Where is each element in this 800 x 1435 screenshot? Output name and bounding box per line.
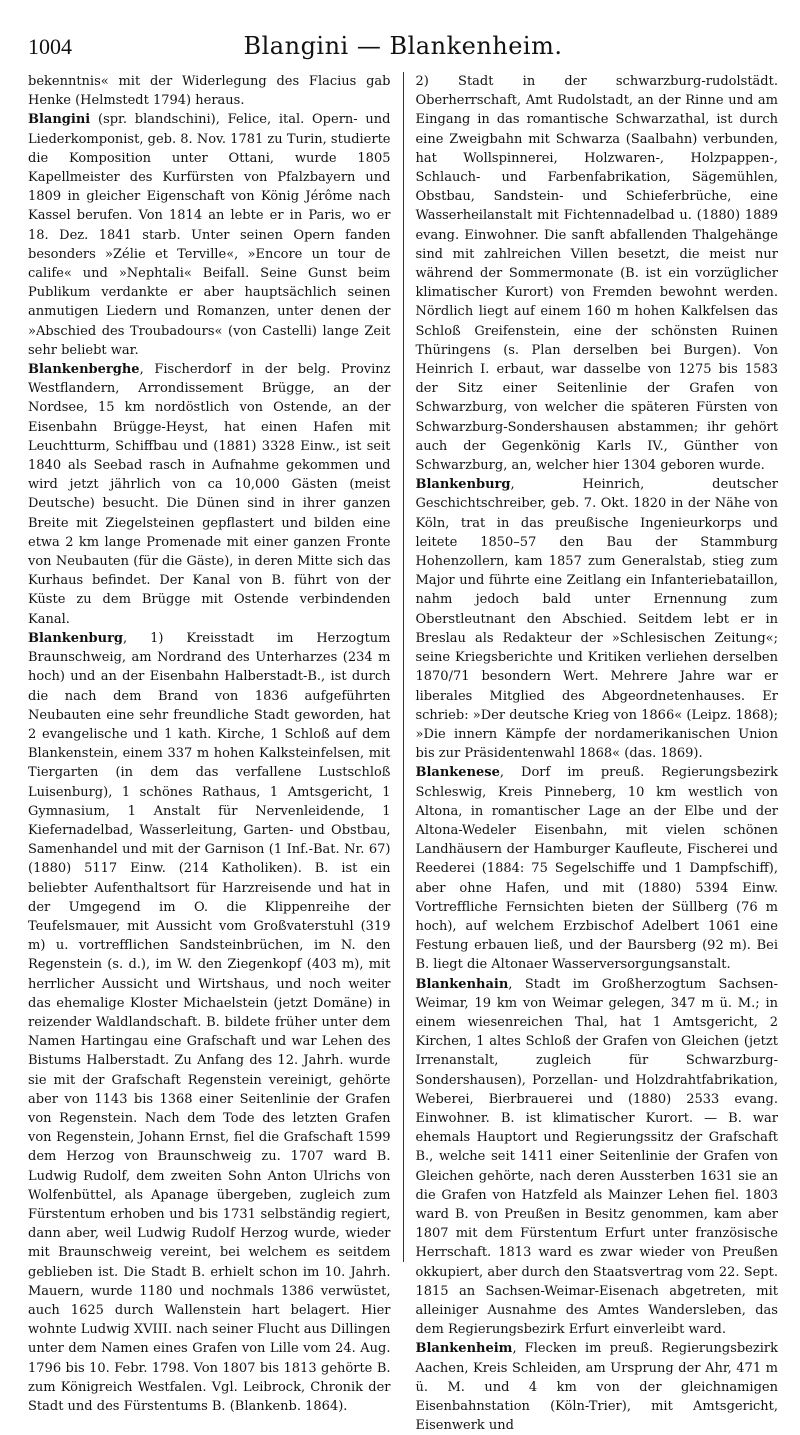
entry-text: , Fischerdorf in der belg. Provinz Westflandern, Arrondissement Brügge, an der Nordsee, 15 km nordöstlich von Ostende, an der Eisenbahn Brügge-Heyst, hat einen Hafen mit Leuchtturm, Schiffbau und (1881) 3328 Einw., ist seit 1840 als Seebad rasch in Aufnahme gekommen und wird jetzt jährlich von ca 10,000 Gästen (meist Deutsche) besucht. Die Dünen sind in ihrer ganzen Breite mit Ziegelsteinen gepflastert und bilden eine etwa 2 km lange Promenade mit einer ganzen Fronte von Neubauten (für die Gäste), in deren Mitte sich das Kurhaus befindet. Der Kanal von B. führt von der Küste zu dem Brügge mit Ostende verbindenden Kanal.: [28, 362, 391, 627]
running-title: Blangini — Blankenheim.: [243, 32, 563, 60]
right-column: [407, 72, 778, 1434]
entry-headword: Blankenhain: [415, 976, 509, 992]
entry-headword: Blankenburg: [415, 477, 511, 493]
entry-text: , Dorf im preuß. Regierungsbezirk Schleswig, Kreis Pinneberg, 10 km westlich von Altona, in romantischer Lage an der Elbe und der Altona-Wedeler Eisenbahn, mit vielen schönen Landhäusern der Hamburger Kaufleute, Fischerei und Reederei (1884: 75 Segelschiffe und 1 Dampfschiff), aber ohne Hafen, und mit (1880) 5394 Einw. Vortreffliche Fernsichten bieten der Süllberg (76 m hoch), auf welchem Erzbischof Adelbert 1061 eine Festung erbauen ließ, und der Baursberg (92 m). Bei B. liegt die Altonaer Wasserversorgungsanstalt.: [415, 765, 778, 973]
entry-text: , Stadt im Großherzogtum Sachsen-Weimar, 19 km von Weimar gelegen, 347 m ü. M.; in einem wiesenreichen Thal, hat 1 Amtsgericht, 2 Kirchen, 1 altes Schloß der Grafen von Gleichen (jetzt Irrenanstalt, zugleich für Schwarzburg-Sondershausen), Porzellan- und Holzdrahtfabrikation, Weberei, Bierbrauerei und (1880) 2533 evang. Einwohner. B. ist klimatischer Kurort. — B. war ehemals Hauptort und Regierungssitz der Grafschaft B., welche seit 1411 einer Seitenlinie der Grafen von Gleichen gehörte, nach deren Aussterben 1631 sie an die Grafen von Hatzfeld als Mainzer Lehen fiel. 1803 ward B. von Preußen in Besitz genommen, kam aber 1807 mit dem Fürstentum Erfurt unter französische Herrschaft. 1813 ward es zwar wieder von Preußen okkupiert, aber durch den Staatsvertrag vom 22. Sept. 1815 an Sachsen-Weimar-Eisenach abgetreten, mit alleiniger Ausnahme des Amtes Wandersleben, das dem Regierungsbezirk Erfurt einverleibt ward.: [415, 976, 778, 1338]
entry-text: 2) Stadt in der schwarzburg-rudolstädt. Oberherrschaft, Amt Rudolstadt, an der Rinne und am Eingang in das romantische Schwarzathal, ist durch eine Zweigbahn mit Schwarza (Saalbahn) verbunden, hat Wollspinnerei, Holzwaren-, Holzpappen-, Schlauch- und Farbenfabrikation, Sägemühlen, Obstbau, Sandstein- und Schieferbrüche, eine Wasserheilanstalt mit Fichtennadelbad u. (1880) 1889 evang. Einwohner. Die sanft abfallenden Thalgehänge sind mit zahlreichen Villen besetzt, die meist nur während der Sommermonate (B. ist ein vorzüglicher klimatischer Kurort) von Fremden bewohnt werden. Nördlich liegt auf einem 160 m hohen Kalkfelsen das Schloß Greifenstein, eine der schönsten Ruinen Thüringens (s. Plan derselben bei Burgen). Von Heinrich I. erbaut, war dasselbe von 1275 bis 1583 der Sitz einer Seitenlinie der Grafen von Schwarzburg, von welcher die späteren Fürsten von Schwarzburg-Sondershausen abstammen; ihr gehört auch der Gegenkönig Karls IV., Günther von Schwarzburg, an, welcher hier 1304 geboren wurde.: [415, 74, 778, 474]
left-column: [28, 72, 399, 1415]
entry-headword: Blankenburg: [28, 630, 124, 646]
page-number: 1004: [28, 34, 72, 59]
entry-text: bekenntnis« mit der Widerlegung des Flacius gab Henke (Helmstedt 1794) heraus.: [28, 74, 391, 109]
entry-text: (spr. blandschini), Felice, ital. Opern- und Liederkomponist, geb. 8. Nov. 1781 zu Turin, studierte die Komposition unter Ottani, wurde 1805 Kapellmeister des Kurfürsten von Pfalzbayern und 1809 in gleicher Eigenschaft von König Jérôme nach Kassel berufen. Von 1814 an lebte er in Paris, wo er 18. Dez. 1841 starb. Unter seinen Opern fanden besonders »Zélie et Terville«, »Encore un tour de calife« und »Nephtali« Beifall. Seine Gunst beim Publikum verdankte er aber hauptsächlich seinen anmutigen Liedern und Romanzen, unter denen der »Abschied des Troubadours« (von Castelli) lange Zeit sehr beliebt war.: [28, 112, 391, 358]
entry-paragraph: [28, 110, 391, 360]
entry-headword: Blankenese: [415, 765, 500, 781]
column-divider: [403, 72, 404, 1262]
entry-headword: Blangini: [28, 112, 91, 128]
text-columns: [28, 72, 778, 1434]
entry-paragraph: [415, 975, 778, 1340]
entry-paragraph: [28, 360, 391, 629]
entry-text: , Heinrich, deutscher Geschichtschreiber, geb. 7. Okt. 1820 in der Nähe von Köln, trat in das preußische Ingenieurkorps und leitete 1850–57 den Bau der Stammburg Hohenzollern, kam 1857 zum Generalstab, stieg zum Major und führte eine Zeitlang ein Infanteriebataillon, nahm jedoch bald unter Ernennung zum Oberstleutnant den Abschied. Seitdem lebt er in Breslau als Redakteur der »Schlesischen Zeitung«; seine Kriegsberichte und Kritiken verliehen derselben 1870/71 besondern Wert. Mehrere Jahre war er liberales Mitglied des Abgeordnetenhauses. Er schrieb: »Der deutsche Krieg von 1866« (Leipz. 1868); »Die innern Kämpfe der nordamerikanischen Union bis zur Präsidentenwahl 1868« (das. 1869).: [415, 477, 778, 762]
entry-text: , 1) Kreisstadt im Herzogtum Braunschweig, am Nordrand des Unterharzes (234 m hoch) und an der Eisenbahn Halberstadt-B., ist durch die nach dem Brand von 1836 aufgeführten Neubauten eine sehr freundliche Stadt geworden, hat 2 evangelische und 1 kath. Kirche, 1 Schloß auf dem Blankenstein, einem 337 m hohen Kalksteinfelsen, mit Tiergarten (in dem das verfallene Lustschloß Luisenburg), 1 schönes Rathaus, 1 Amtsgericht, 1 Gymnasium, 1 Anstalt für Nervenleidende, 1 Kiefernadelbad, Wasserleitung, Garten- und Obstbau, Samenhandel und mit der Garnison (1 Inf.-Bat. Nr. 67) (1880) 5117 Einw. (214 Katholiken). B. ist ein beliebter Aufenthaltsort für Harzreisende und hat in der Umgegend im O. die Klippenreihe der Teufelsmauer, mit Aussicht vom Großvaterstuhl (319 m) u. vortrefflichen Sandsteinbrüchen, im N. den Regenstein (s. d.), im W. den Ziegenkopf (403 m), mit herrlicher Aussicht und Wirtshaus, und noch weiter das ehemalige Kloster Michaelstein (jetzt Domäne) in reizender Waldlandschaft. B. bildete früher unter dem Namen Hartingau eine Grafschaft und war Lehen des Bistums Halberstadt. Zu Anfang des 12. Jahrh. wurde sie mit der Grafschaft Regenstein vereinigt, gehörte aber von 1143 bis 1368 einer Seitenlinie der Grafen von Regenstein. Nach dem Tode des letzten Grafen von Regenstein, Johann Ernst, fiel die Grafschaft 1599 dem Herzog von Braunschweig zu. 1707 ward B. Ludwig Rudolf, dem zweiten Sohn Anton Ulrichs von Wolfenbüttel, als Apanage übergeben, zugleich zum Fürstentum erhoben und bis 1731 selbständig regiert, dann aber, weil Ludwig Rudolf Herzog wurde, wieder mit Braunschweig vereint, bei welchem es seitdem geblieben ist. Die Stadt B. erhielt schon im 10. Jahrh. Mauern, wurde 1180 und nochmals 1386 verwüstet, auch 1625 durch Wallenstein hart belagert. Hier wohnte Ludwig XVIII. nach seiner Flucht aus Dillingen unter dem Namen eines Grafen von Lille vom 24. Aug. 1796 bis 10. Febr. 1798. Von 1807 bis 1813 gehörte B. zum Königreich Westfalen. Vgl. Leibrock, Chronik der Stadt und des Fürstentums B. (Blankenb. 1864).: [28, 630, 391, 1415]
entry-paragraph: [28, 72, 391, 110]
entry-text: , Flecken im preuß. Regierungsbezirk Aachen, Kreis Schleiden, am Ursprung der Ahr, 471 m ü. M. und 4 km von der gleichnamigen Eisenbahnstation (Köln-Trier), mit Amtsgericht, Eisenwerk und: [415, 1341, 778, 1434]
entry-headword: Blankenheim: [415, 1341, 513, 1357]
page-header: [28, 0, 778, 62]
entry-paragraph: [28, 629, 391, 1416]
entry-paragraph: [415, 763, 778, 974]
entry-paragraph: [415, 475, 778, 763]
entry-headword: Blankenberghe: [28, 362, 140, 378]
entry-paragraph: [415, 1339, 778, 1435]
entry-paragraph: [415, 72, 778, 475]
